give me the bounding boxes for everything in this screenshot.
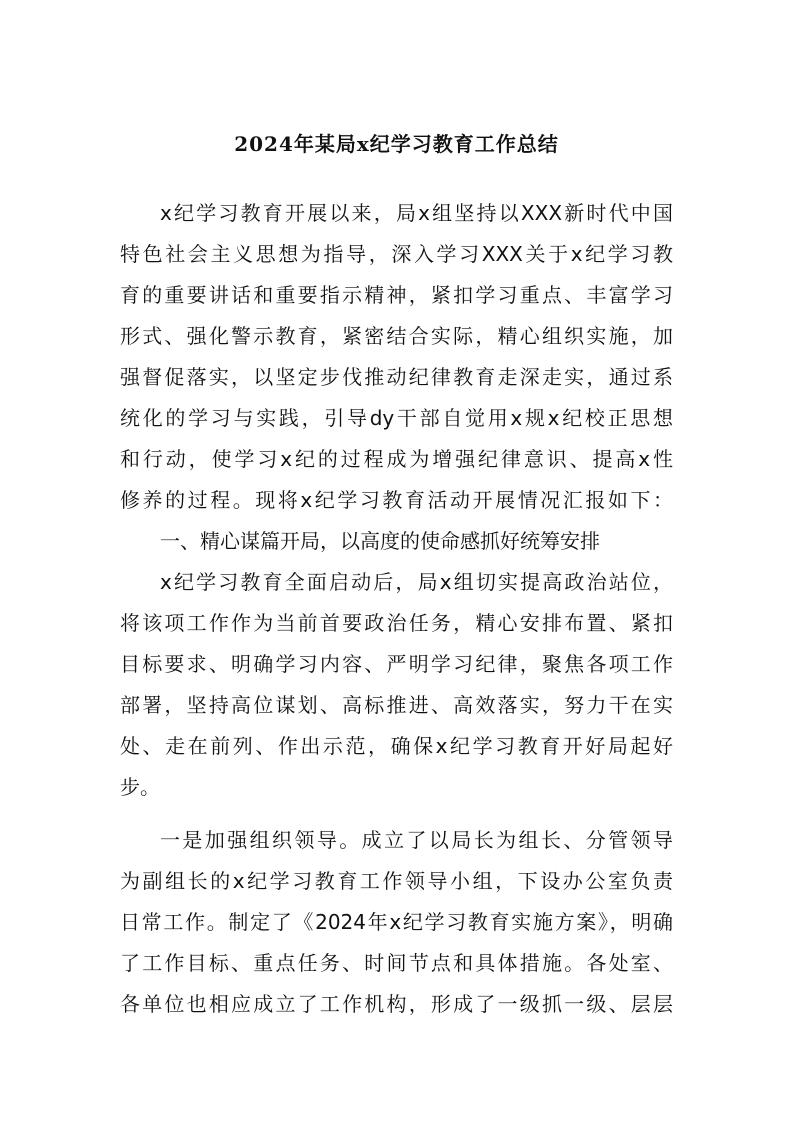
paragraph-line: 目标要求、明确学习内容、严明学习纪律，聚焦各项工作 — [120, 652, 673, 676]
paragraph-line: 修养的过程。现将x纪学习教育活动开展情况汇报如下： — [120, 488, 673, 512]
paragraph-line: 和行动，使学习x纪的过程成为增强纪律意识、提高x性 — [120, 447, 673, 471]
document-title: 2024年某局x纪学习教育工作总结 — [234, 132, 559, 156]
paragraph-line: 特色社会主义思想为指导，深入学习XXX关于x纪学习教 — [120, 242, 673, 266]
paragraph-line: 部署，坚持高位谋划、高标推进、高效落实，努力干在实 — [120, 693, 673, 717]
paragraph-line: 形式、强化警示教育，紧密结合实际，精心组织实施，加 — [120, 324, 673, 348]
paragraph-line: 强督促落实，以坚定步伐推动纪律教育走深走实，通过系 — [120, 365, 673, 389]
paragraph-line: 为副组长的x纪学习教育工作领导小组，下设办公室负责 — [120, 869, 673, 893]
paragraph-line: 统化的学习与实践，引导dy干部自觉用x规x纪校正思想 — [120, 406, 673, 430]
paragraph-line: 将该项工作作为当前首要政治任务，精心安排布置、紧扣 — [120, 611, 673, 635]
paragraph-line: x纪学习教育开展以来，局x组坚持以XXX新时代中国 — [160, 201, 673, 225]
paragraph-line: 处、走在前列、作出示范，确保x纪学习教育开好局起好 — [120, 734, 673, 758]
paragraph-line: 日常工作。制定了《2024年x纪学习教育实施方案》，明确 — [120, 910, 673, 934]
paragraph-line: 一是加强组织领导。成立了以局长为组长、分管领导 — [160, 828, 673, 852]
paragraph-line: 步。 — [120, 775, 160, 799]
section-heading: 一、精心谋篇开局，以高度的使命感抓好统筹安排 — [160, 529, 600, 553]
paragraph-line: x纪学习教育全面启动后，局x组切实提高政治站位， — [160, 570, 673, 594]
paragraph-line: 了工作目标、重点任务、时间节点和具体措施。各处室、 — [120, 951, 673, 975]
paragraph-line: 各单位也相应成立了工作机构，形成了一级抓一级、层层 — [120, 992, 673, 1016]
paragraph-line: 育的重要讲话和重要指示精神，紧扣学习重点、丰富学习 — [120, 283, 673, 307]
